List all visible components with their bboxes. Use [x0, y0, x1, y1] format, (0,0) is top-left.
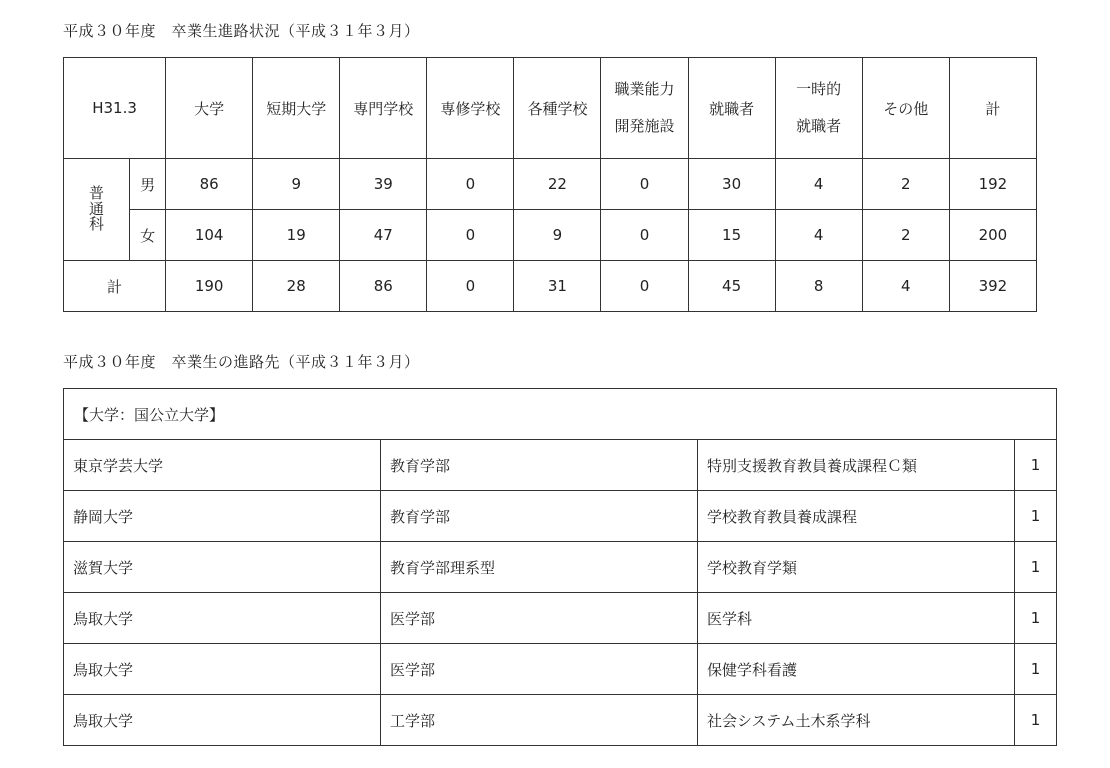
count-cell: 1: [1015, 644, 1057, 695]
course-cell: 学校教育教員養成課程: [698, 491, 1015, 542]
course-cell: 特別支援教育教員養成課程Ｃ類: [698, 440, 1015, 491]
destination-row: [64, 593, 1057, 644]
faculty-cell: 工学部: [381, 695, 698, 746]
column-header-line: 就職者: [796, 117, 842, 135]
status-value-cell: 0: [601, 159, 688, 210]
total-value-cell: 45: [688, 261, 775, 312]
status-value-cell: 200: [949, 210, 1036, 261]
count-cell: 1: [1015, 440, 1057, 491]
status-value-cell: 9: [514, 210, 601, 261]
total-value-cell: 86: [340, 261, 427, 312]
status-caption: 平成３０年度 卒業生進路状況（平成３１年３月）: [63, 22, 420, 40]
faculty-cell: 医学部: [381, 593, 698, 644]
column-header: 専修学校: [427, 58, 514, 159]
university-cell: 鳥取大学: [64, 644, 381, 695]
status-value-cell: 30: [688, 159, 775, 210]
column-header: 専門学校: [340, 58, 427, 159]
status-value-cell: 15: [688, 210, 775, 261]
destination-row: [64, 695, 1057, 746]
course-cell: 学校教育学類: [698, 542, 1015, 593]
graduate-status-table: [63, 57, 1037, 312]
destination-row: [64, 644, 1057, 695]
total-value-cell: 4: [862, 261, 949, 312]
count-cell: 1: [1015, 542, 1057, 593]
total-value-cell: 31: [514, 261, 601, 312]
column-header: 大学: [166, 58, 253, 159]
course-cell: 保健学科看護: [698, 644, 1015, 695]
university-cell: 鳥取大学: [64, 695, 381, 746]
column-header-lines: [601, 82, 687, 134]
column-header: [601, 58, 688, 159]
status-value-cell: 86: [166, 159, 253, 210]
status-value-cell: 9: [253, 159, 340, 210]
university-cell: 滋賀大学: [64, 542, 381, 593]
destination-row: [64, 491, 1057, 542]
column-header: その他: [862, 58, 949, 159]
status-value-cell: 39: [340, 159, 427, 210]
gender-label: 男: [130, 159, 166, 210]
destination-row: [64, 542, 1057, 593]
course-label-vertical: [64, 183, 129, 234]
column-header: 短期大学: [253, 58, 340, 159]
course-cell: 医学科: [698, 593, 1015, 644]
column-header: 各種学校: [514, 58, 601, 159]
column-header-line: 職業能力: [614, 80, 675, 98]
total-value-cell: 0: [601, 261, 688, 312]
count-cell: 1: [1015, 491, 1057, 542]
destinations-caption: 平成３０年度 卒業生の進路先（平成３１年３月）: [63, 353, 420, 371]
course-cell: 社会システム土木系学科: [698, 695, 1015, 746]
column-header: 就職者: [688, 58, 775, 159]
gender-label: 女: [130, 210, 166, 261]
column-header: 計: [949, 58, 1036, 159]
status-value-cell: 47: [340, 210, 427, 261]
course-label-char: 普: [89, 183, 105, 202]
status-value-cell: 104: [166, 210, 253, 261]
status-value-cell: 22: [514, 159, 601, 210]
status-value-cell: 2: [862, 210, 949, 261]
faculty-cell: 教育学部: [381, 491, 698, 542]
faculty-cell: 教育学部: [381, 440, 698, 491]
total-value-cell: 190: [166, 261, 253, 312]
total-label: 計: [64, 261, 166, 312]
status-value-cell: 192: [949, 159, 1036, 210]
total-value-cell: 8: [775, 261, 862, 312]
status-value-cell: 4: [775, 210, 862, 261]
faculty-cell: 医学部: [381, 644, 698, 695]
faculty-cell: 教育学部理系型: [381, 542, 698, 593]
university-cell: 静岡大学: [64, 491, 381, 542]
status-value-cell: 4: [775, 159, 862, 210]
section-header: 【大学：国公立大学】: [64, 389, 1057, 440]
total-value-cell: 28: [253, 261, 340, 312]
count-cell: 1: [1015, 695, 1057, 746]
count-cell: 1: [1015, 593, 1057, 644]
total-value-cell: 392: [949, 261, 1036, 312]
total-value-cell: 0: [427, 261, 514, 312]
graduate-destinations-table: [63, 388, 1057, 746]
status-value-cell: 0: [427, 210, 514, 261]
column-header-line: 一時的: [796, 80, 842, 98]
course-label-cell: [64, 159, 130, 261]
status-value-cell: 0: [601, 210, 688, 261]
course-label-char: 科: [89, 215, 105, 234]
corner-header: H31.3: [64, 58, 166, 159]
column-header-line: 開発施設: [614, 117, 675, 135]
column-header: [775, 58, 862, 159]
status-value-cell: 2: [862, 159, 949, 210]
course-label-char: 通: [89, 199, 105, 218]
column-header-lines: [776, 82, 862, 134]
destination-row: [64, 440, 1057, 491]
university-cell: 鳥取大学: [64, 593, 381, 644]
status-value-cell: 19: [253, 210, 340, 261]
university-cell: 東京学芸大学: [64, 440, 381, 491]
status-value-cell: 0: [427, 159, 514, 210]
